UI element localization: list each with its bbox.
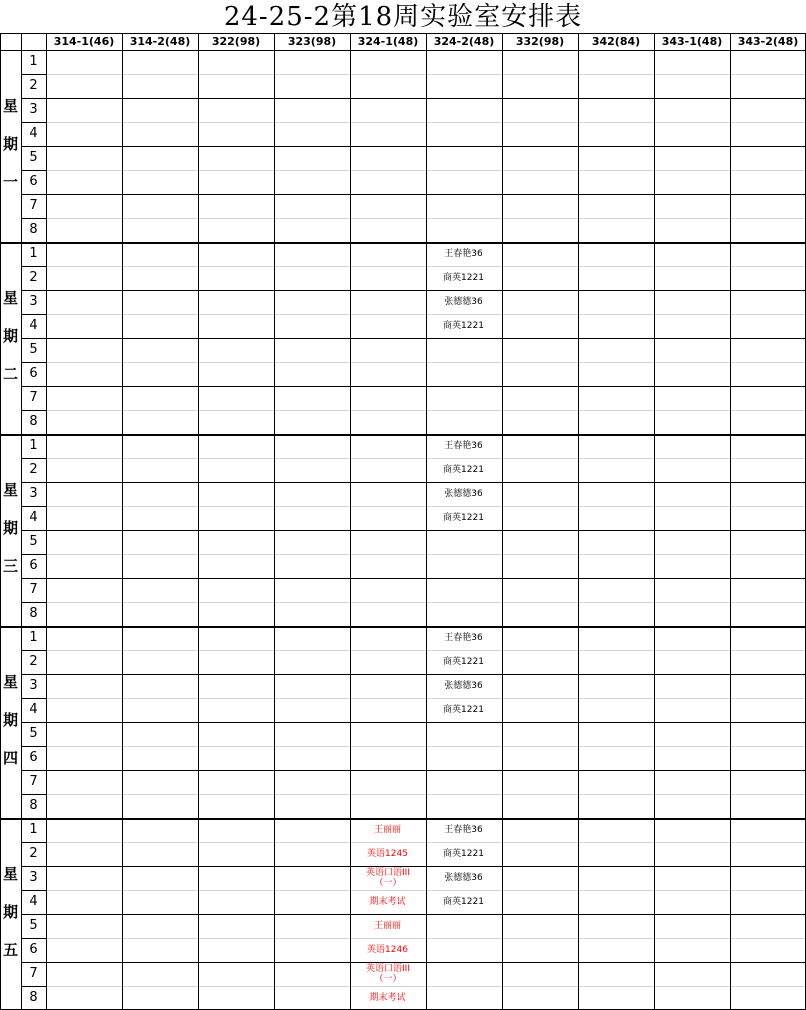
period-number: 5 (29, 726, 38, 741)
grid-line (21, 194, 46, 195)
grid-line (46, 146, 806, 147)
day-label-char: 星 (2, 481, 18, 499)
booking-entry: 英语1246 (367, 945, 408, 955)
day-label-char: 三 (2, 557, 18, 575)
room-header: 323(98) (287, 35, 337, 48)
period-number: 2 (29, 270, 38, 285)
period-number: 6 (29, 942, 38, 957)
grid-line (0, 434, 806, 436)
period-number: 5 (29, 918, 38, 933)
booking-entry: 英语口语III（一） (366, 868, 410, 888)
period-number: 2 (29, 654, 38, 669)
day-label-char: 期 (2, 903, 18, 921)
grid-line (0, 50, 806, 51)
day-label-char: 四 (2, 749, 18, 767)
period-number: 3 (29, 102, 38, 117)
room-header: 343-1(48) (661, 35, 723, 48)
grid-line (21, 290, 46, 291)
grid-line (46, 338, 806, 339)
day-label-char: 二 (2, 365, 18, 383)
period-number: 2 (29, 846, 38, 861)
room-header: 314-2(48) (129, 35, 191, 48)
grid-line (46, 578, 806, 579)
room-header: 324-1(48) (357, 35, 419, 48)
period-number: 5 (29, 342, 38, 357)
grid-line (46, 770, 806, 771)
room-header: 314-1(46) (53, 35, 115, 48)
period-number: 7 (29, 390, 38, 405)
grid-line (21, 314, 46, 315)
grid-line (21, 362, 46, 363)
grid-line (122, 33, 123, 1010)
grid-line (21, 410, 46, 411)
period-number: 7 (29, 582, 38, 597)
period-number: 6 (29, 558, 38, 573)
booking-entry: 王丽丽 (373, 921, 401, 931)
day-label-char: 期 (2, 135, 18, 153)
grid-line (21, 938, 46, 939)
grid-line (46, 386, 806, 387)
day-label-char: 期 (2, 519, 18, 537)
grid-line (21, 842, 46, 843)
grid-line (21, 914, 46, 915)
grid-line (21, 74, 46, 75)
grid-line (21, 650, 46, 651)
grid-line (46, 914, 806, 915)
grid-line (46, 722, 806, 723)
grid-line (46, 482, 806, 483)
booking-entry: 王春艳36 (444, 633, 483, 643)
grid-line (21, 890, 46, 891)
booking-entry: 期末考试 (369, 897, 406, 907)
booking-entry: 张德德36 (444, 873, 483, 883)
day-label-char: 一 (2, 173, 18, 191)
grid-line (502, 33, 503, 1010)
booking-entry: 张德德36 (444, 489, 483, 499)
grid-line (0, 818, 806, 820)
day-label-char: 星 (2, 673, 18, 691)
period-number: 8 (29, 798, 38, 813)
room-header: 342(84) (591, 35, 641, 48)
period-number: 1 (29, 630, 38, 645)
grid-line (21, 866, 46, 867)
grid-line (21, 482, 46, 483)
grid-line (21, 722, 46, 723)
grid-line (21, 578, 46, 579)
period-number: 7 (29, 774, 38, 789)
booking-entry: 期末考试 (369, 993, 406, 1003)
day-label-char: 五 (2, 941, 18, 959)
period-number: 2 (29, 462, 38, 477)
booking-entry: 商英1221 (443, 513, 484, 523)
booking-entry: 商英1221 (443, 465, 484, 475)
room-header: 322(98) (211, 35, 261, 48)
grid-line (426, 33, 427, 1010)
period-number: 7 (29, 198, 38, 213)
grid-line (21, 698, 46, 699)
booking-entry: 英语1245 (367, 849, 408, 859)
grid-line (198, 33, 199, 1010)
booking-entry: 商英1221 (443, 897, 484, 907)
period-number: 3 (29, 294, 38, 309)
booking-entry: 商英1221 (443, 273, 484, 283)
grid-line (578, 33, 579, 1010)
grid-line (21, 458, 46, 459)
period-number: 2 (29, 78, 38, 93)
grid-line (0, 33, 806, 34)
day-label-char: 期 (2, 711, 18, 729)
booking-entry: 王丽丽 (373, 825, 401, 835)
room-header: 343-2(48) (737, 35, 799, 48)
period-number: 3 (29, 870, 38, 885)
period-number: 7 (29, 966, 38, 981)
period-number: 6 (29, 174, 38, 189)
grid-line (21, 122, 46, 123)
booking-entry: 英语口语III（一） (366, 964, 410, 984)
day-label-char: 期 (2, 327, 18, 345)
booking-entry: 商英1221 (443, 705, 484, 715)
period-number: 4 (29, 894, 38, 909)
grid-line (21, 794, 46, 795)
grid-line (654, 33, 655, 1010)
period-number: 8 (29, 606, 38, 621)
grid-line (21, 146, 46, 147)
period-number: 5 (29, 150, 38, 165)
grid-line (0, 33, 1, 1010)
grid-line (21, 554, 46, 555)
grid-line (730, 33, 731, 1010)
booking-entry: 王春艳36 (444, 249, 483, 259)
grid-line (21, 602, 46, 603)
grid-line (0, 626, 806, 628)
period-number: 1 (29, 822, 38, 837)
grid-line (21, 962, 46, 963)
grid-line (46, 290, 806, 291)
room-header: 332(98) (515, 35, 565, 48)
grid-line (21, 218, 46, 219)
period-number: 6 (29, 750, 38, 765)
grid-line (21, 746, 46, 747)
grid-line (21, 986, 46, 987)
booking-entry: 张德德36 (444, 681, 483, 691)
period-number: 8 (29, 990, 38, 1005)
grid-line (21, 770, 46, 771)
sheet-title: 24-25-2第18周实验室安排表 (223, 2, 583, 32)
period-number: 8 (29, 414, 38, 429)
room-header: 324-2(48) (433, 35, 495, 48)
grid-line (274, 33, 275, 1010)
booking-entry: 张德德36 (444, 297, 483, 307)
grid-line (350, 33, 351, 1010)
booking-entry: 王春艳36 (444, 441, 483, 451)
grid-line (46, 674, 806, 675)
grid-line (21, 530, 46, 531)
day-label-char: 星 (2, 865, 18, 883)
grid-line (21, 170, 46, 171)
day-label-char: 星 (2, 289, 18, 307)
booking-entry: 商英1221 (443, 321, 484, 331)
period-number: 4 (29, 702, 38, 717)
period-number: 4 (29, 510, 38, 525)
day-label-char: 星 (2, 97, 18, 115)
grid-line (46, 962, 806, 963)
period-number: 4 (29, 318, 38, 333)
booking-entry: 王春艳36 (444, 825, 483, 835)
grid-line (46, 194, 806, 195)
period-number: 3 (29, 486, 38, 501)
period-number: 1 (29, 438, 38, 453)
grid-line (46, 98, 806, 99)
grid-line (46, 530, 806, 531)
grid-line (21, 266, 46, 267)
period-number: 4 (29, 126, 38, 141)
booking-entry: 商英1221 (443, 849, 484, 859)
grid-line (21, 98, 46, 99)
grid-line (21, 33, 22, 1010)
period-number: 1 (29, 54, 38, 69)
grid-line (21, 386, 46, 387)
grid-line (46, 33, 47, 1010)
grid-line (46, 866, 806, 867)
booking-entry: 商英1221 (443, 657, 484, 667)
period-number: 8 (29, 222, 38, 237)
grid-line (21, 674, 46, 675)
grid-line (0, 242, 806, 244)
period-number: 1 (29, 246, 38, 261)
period-number: 3 (29, 678, 38, 693)
grid-line (21, 506, 46, 507)
grid-line (21, 338, 46, 339)
period-number: 6 (29, 366, 38, 381)
period-number: 5 (29, 534, 38, 549)
